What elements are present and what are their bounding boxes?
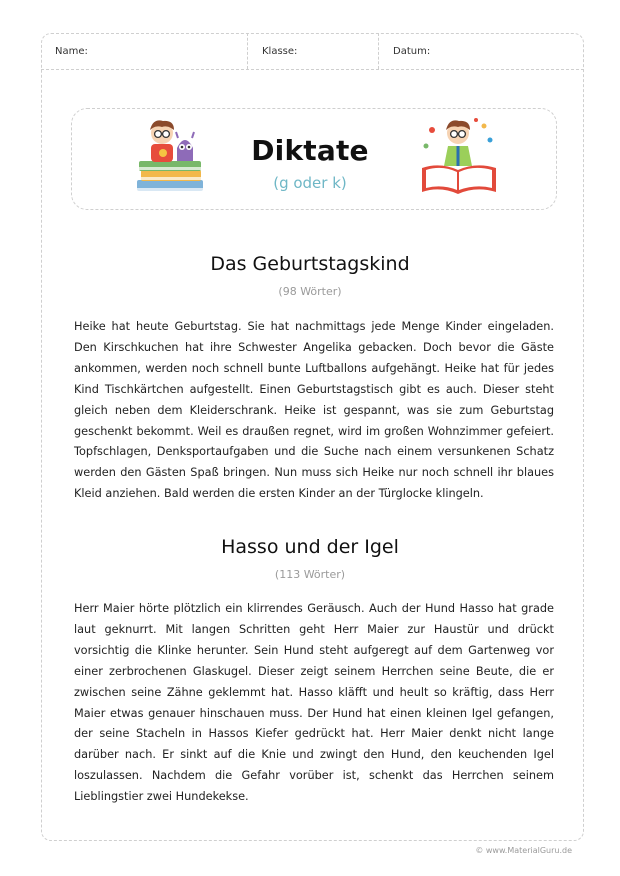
name-field[interactable]: [41, 33, 248, 69]
section-title: Das Geburtstagskind: [210, 253, 410, 275]
section-word-count: (98 Wörter): [278, 285, 342, 298]
section-title: Hasso und der Igel: [221, 536, 399, 558]
student-info-row: [41, 33, 584, 70]
class-field[interactable]: [248, 33, 379, 69]
class-label: Klasse:: [262, 46, 298, 57]
child-reading-book-illustration-icon: [418, 118, 500, 198]
section-word-count: (113 Wörter): [274, 568, 346, 581]
dictation-text: Heike hat heute Geburtstag. Sie hat nachmittags jede Menge Kinder eingeladen. Den Kirschkuchen hat ihre Schwester Angelika gebacken. Doch bevor die Gäste ankommen, werden noch schnell bunte Luftballons aufgehängt. Heike hat für jedes Kind Tischkärtchen aufgestellt. Einen Geburtstagstisch gibt es auch. Dieser steht gleich neben dem Kleiderschrank. Heike ist gespannt, was sie zum Geburtstag geschenkt bekommt. Weil es draußen regnet, wird im großen Wohnzimmer gefeiert. Topfschlagen, Denksportaufgaben und die Suche nach einem versunkenen Schatz werden den Gästen Spaß bringen. Nun muss sich Heike nur noch schnell ihr blaues Kleid anziehen. Bald werden die ersten Kinder an der Türglocke klingeln.: [74, 320, 554, 501]
page-title: Diktate: [251, 134, 369, 167]
copyright-footer: © www.MaterialGuru.de: [475, 846, 572, 855]
name-label: Name:: [55, 46, 88, 57]
date-label: Datum:: [393, 46, 431, 57]
date-field[interactable]: [379, 33, 584, 69]
page-subtitle: (g oder k): [273, 174, 347, 192]
dictation-text: Herr Maier hörte plötzlich ein klirrendes Geräusch. Auch der Hund Hasso hat grade laut geknurrt. Mit langen Schritten geht Herr Maier zur Haustür und drückt vorsichtig die Klinke herunter. Sein Hund steht aufgeregt auf dem Gartenweg vor einer zerbrochenen Glaskugel. Dieser zeigt seinem Herrchen seine Beute, die er zwischen seine Zähne geklemmt hat. Hasso kläfft und heult so kräftig, dass Herr Maier etwas genauer hinschauen muss. Der Hund hat einen kleinen Igel gefangen, der seine Stacheln in Hassos Kiefer gedrückt hat. Herr Maier denkt nicht lange darüber nach. Er sinkt auf die Knie und zwingt den Hund, den keuchenden Igel loszulassen. Nachdem die Gefahr vorüber ist, schenkt das Herrchen seinem Lieblingstier zwei Hundekekse.: [74, 602, 554, 804]
